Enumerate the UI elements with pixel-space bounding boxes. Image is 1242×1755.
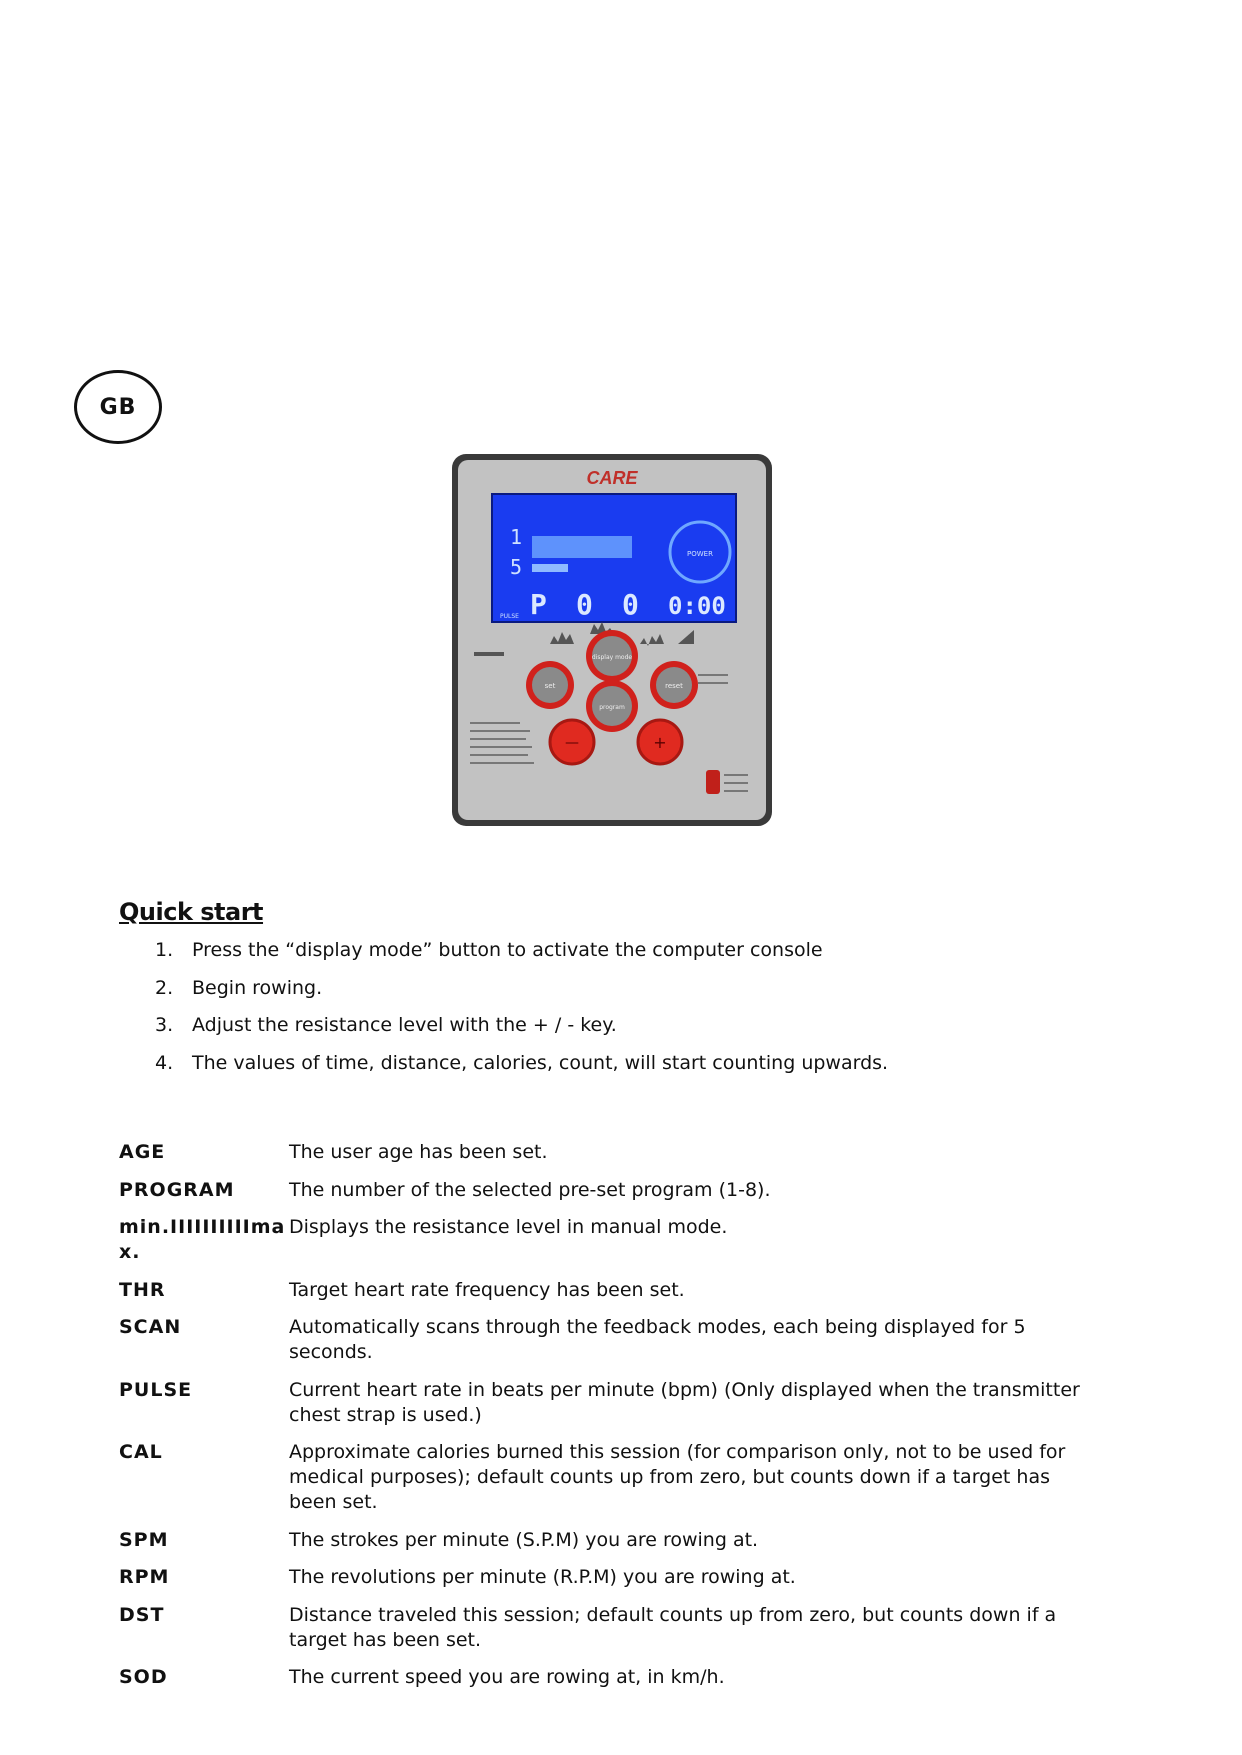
glossary-row (119, 1440, 1089, 1515)
glossary-term: RPM (119, 1566, 170, 1588)
glossary-row (119, 1315, 1089, 1365)
glossary-row (119, 1215, 1089, 1265)
glossary-row (119, 1278, 1089, 1303)
glossary-term: PULSE (119, 1378, 193, 1401)
reset-label: reset (665, 682, 683, 690)
glossary-row (119, 1178, 1089, 1203)
language-badge-label: GB (99, 394, 137, 420)
quick-start-steps (155, 938, 888, 1088)
lcd-gauge-label: POWER (687, 550, 713, 558)
reset-key-icon (706, 770, 720, 794)
lcd-bar-matrix (532, 536, 632, 558)
glossary-row (119, 1140, 1089, 1165)
plus-label: + (653, 733, 667, 752)
lcd-pulse-label: PULSE (500, 613, 519, 620)
step-text: Adjust the resistance level with the + / - key. (192, 1014, 617, 1036)
glossary-row (119, 1378, 1089, 1428)
list-item (155, 1051, 888, 1089)
glossary-term: min.IIIIIIIIIIma x. (119, 1216, 286, 1263)
glossary-definition: Target heart rate frequency has been set. (289, 1278, 685, 1301)
step-text: The values of time, distance, calories, count, will start counting upwards. (192, 1051, 889, 1074)
minus-label: — (565, 735, 579, 751)
glossary-definition: Current heart rate in beats per minute (bpm) (Only displayed when the transmitter chest strap is used.) (289, 1378, 1080, 1426)
glossary-term: SCAN (119, 1316, 182, 1338)
step-text: Press the “display mode” button to activate the computer console (192, 939, 823, 961)
glossary-term: PROGRAM (119, 1178, 235, 1201)
list-item (155, 976, 888, 1014)
glossary-definition: The strokes per minute (S.P.M) you are rowing at. (289, 1528, 759, 1551)
glossary-term: AGE (119, 1141, 166, 1163)
lcd-readout-time: 0:00 (668, 592, 726, 620)
step-number: 3. (155, 1014, 174, 1036)
program-label: program (599, 704, 625, 711)
display-mode-label: display mode (591, 654, 633, 661)
glossary-row (119, 1528, 1089, 1553)
glossary-term: SPM (119, 1528, 169, 1551)
glossary-term: CAL (119, 1441, 163, 1463)
glossary-definition: Automatically scans through the feedback modes, each being displayed for 5 seconds. (289, 1316, 1026, 1363)
glossary-definition: Distance traveled this session; default counts up from zero, but counts down if a target has been set. (289, 1603, 1057, 1651)
lcd-digit-top: 1 (510, 525, 523, 549)
step-number: 2. (155, 976, 174, 999)
glossary-row (119, 1565, 1089, 1590)
glossary-term: DST (119, 1603, 165, 1626)
glossary-term: THR (119, 1278, 166, 1301)
glossary-definition: Approximate calories burned this session (for comparison only, not to be used for medical purposes); default counts up from zero, but counts down if a target has been set. (289, 1441, 1066, 1513)
step-number: 4. (155, 1051, 174, 1074)
lcd-readout-rpm: 0 (576, 588, 593, 621)
step-text: Begin rowing. (192, 976, 323, 999)
brand-logo: CARE (586, 468, 638, 488)
lcd-readout-program: P (530, 588, 547, 621)
quick-start-heading: Quick start (119, 898, 264, 926)
glossary-row (119, 1665, 1089, 1690)
list-item (155, 1013, 888, 1051)
glossary-row (119, 1603, 1089, 1653)
glossary-definition: The revolutions per minute (R.P.M) you are rowing at. (289, 1566, 796, 1588)
lcd-digit-bottom: 5 (510, 555, 523, 579)
glossary-definition: The user age has been set. (289, 1141, 548, 1163)
lcd-resistance-bar (532, 564, 568, 572)
console-photo (450, 452, 774, 828)
step-number: 1. (155, 939, 174, 961)
set-label: set (544, 682, 556, 690)
glossary-definition: The number of the selected pre-set program (1-8). (289, 1178, 771, 1201)
glossary-table (119, 1140, 1089, 1703)
glossary-term: SOD (119, 1666, 168, 1688)
glossary-definition: The current speed you are rowing at, in km/h. (289, 1666, 725, 1688)
language-badge (74, 370, 162, 444)
list-item (155, 938, 888, 976)
glossary-definition: Displays the resistance level in manual mode. (289, 1216, 728, 1238)
lcd-readout-spm: 0 (622, 588, 639, 621)
